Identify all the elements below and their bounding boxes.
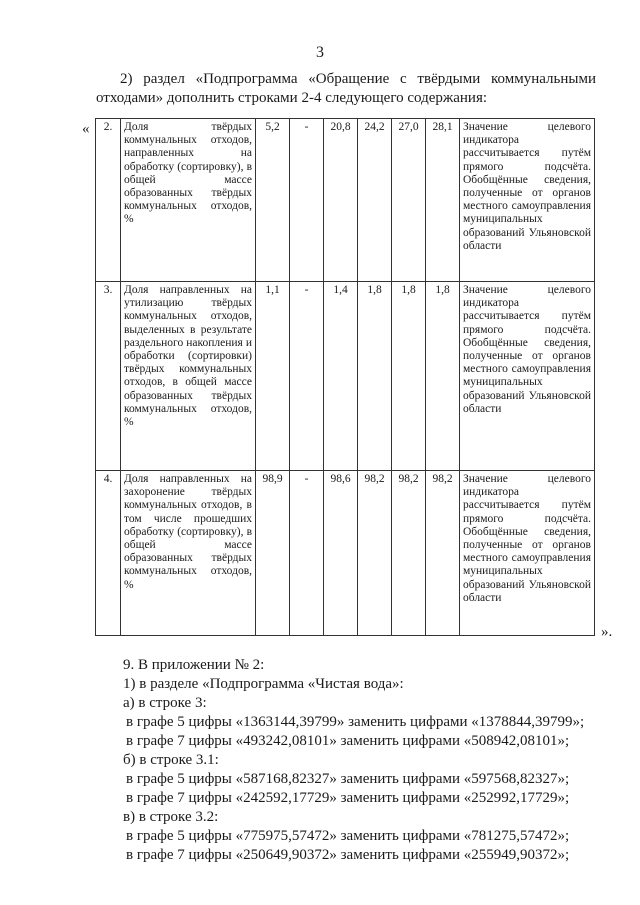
indicators-table (95, 118, 595, 636)
subitem-c: в) в строке 3.2: (123, 809, 219, 825)
value-cell: 98,6 (324, 471, 358, 636)
indicator-source: Значение целевого индикатора рассчитывается путём прямого подсчёта. Обобщённые сведения, полученные от органов местного самоуправления муниципальных образований Ульяновской области (460, 119, 595, 282)
instruction-line: в графе 7 цифры «493242,08101» заменить цифрами «508942,08101»; (126, 733, 570, 749)
indicator-name: Доля направленных на захоронение твёрдых коммунальных отходов, в том числе прошедших обработку (сортировку), в общей массе образованных твёрдых коммунальных отходов, % (121, 471, 256, 636)
subitem-a: а) в строке 3: (123, 695, 207, 711)
value-cell: 27,0 (392, 119, 426, 282)
indicator-name: Доля твёрдых коммунальных отходов, направленных на обработку (сортировку), в общей массе образованных твёрдых коммунальных отходов, % (121, 119, 256, 282)
indicator-source: Значение целевого индикатора рассчитывается путём прямого подсчёта. Обобщённые сведения, полученные от органов местного самоуправления муниципальных образований Ульяновской области (460, 282, 595, 471)
table-row (96, 471, 595, 636)
value-cell: 20,8 (324, 119, 358, 282)
instruction-line: в графе 7 цифры «250649,90372» заменить цифрами «255949,90372»; (126, 847, 570, 863)
indicator-name: Доля направленных на утилизацию твёрдых коммунальных отходов, выделенных в результате раздельного накопления и обработки (сортировки) твёрдых коммунальных отходов, в общей массе образованных твёрдых коммунальных отходов, % (121, 282, 256, 471)
instruction-line: в графе 5 цифры «587168,82327» заменить цифрами «597568,82327»; (126, 771, 570, 787)
value-cell: - (290, 471, 324, 636)
section-heading: 9. В приложении № 2: (123, 657, 265, 673)
quote-close-mark: ». (601, 624, 613, 640)
value-cell: 1,1 (256, 282, 290, 471)
table-row (96, 119, 595, 282)
value-cell: 98,2 (358, 471, 392, 636)
value-cell: 28,1 (426, 119, 460, 282)
section-9 (96, 656, 616, 865)
value-cell: - (290, 282, 324, 471)
page-number: 3 (316, 44, 324, 61)
instruction-line: в графе 5 цифры «775975,57472» заменить цифрами «781275,57472»; (126, 828, 570, 844)
instruction-line: в графе 7 цифры «242592,17729» заменить цифрами «252992,17729»; (126, 790, 570, 806)
intro-paragraph: 2) раздел «Подпрограмма «Обращение с твёрдыми коммунальными отходами» дополнить строками 2-4 следующего содержания: (96, 71, 596, 106)
value-cell: 1,4 (324, 282, 358, 471)
instruction-line: в графе 5 цифры «1363144,39799» заменить цифрами «1378844,39799»; (126, 714, 585, 730)
value-cell: 98,2 (426, 471, 460, 636)
value-cell: - (290, 119, 324, 282)
value-cell: 98,9 (256, 471, 290, 636)
value-cell: 24,2 (358, 119, 392, 282)
table-row (96, 282, 595, 471)
value-cell: 5,2 (256, 119, 290, 282)
subitem-b: б) в строке 3.1: (123, 752, 219, 768)
row-number: 2. (96, 119, 121, 282)
value-cell: 98,2 (392, 471, 426, 636)
value-cell: 1,8 (358, 282, 392, 471)
row-number: 4. (96, 471, 121, 636)
quote-open-mark: « (82, 121, 90, 137)
section-item: 1) в разделе «Подпрограмма «Чистая вода»: (123, 676, 404, 692)
indicator-source: Значение целевого индикатора рассчитывается путём прямого подсчёта. Обобщённые сведения, полученные от органов местного самоуправления муниципальных образований Ульяновской области (460, 471, 595, 636)
value-cell: 1,8 (426, 282, 460, 471)
row-number: 3. (96, 282, 121, 471)
value-cell: 1,8 (392, 282, 426, 471)
